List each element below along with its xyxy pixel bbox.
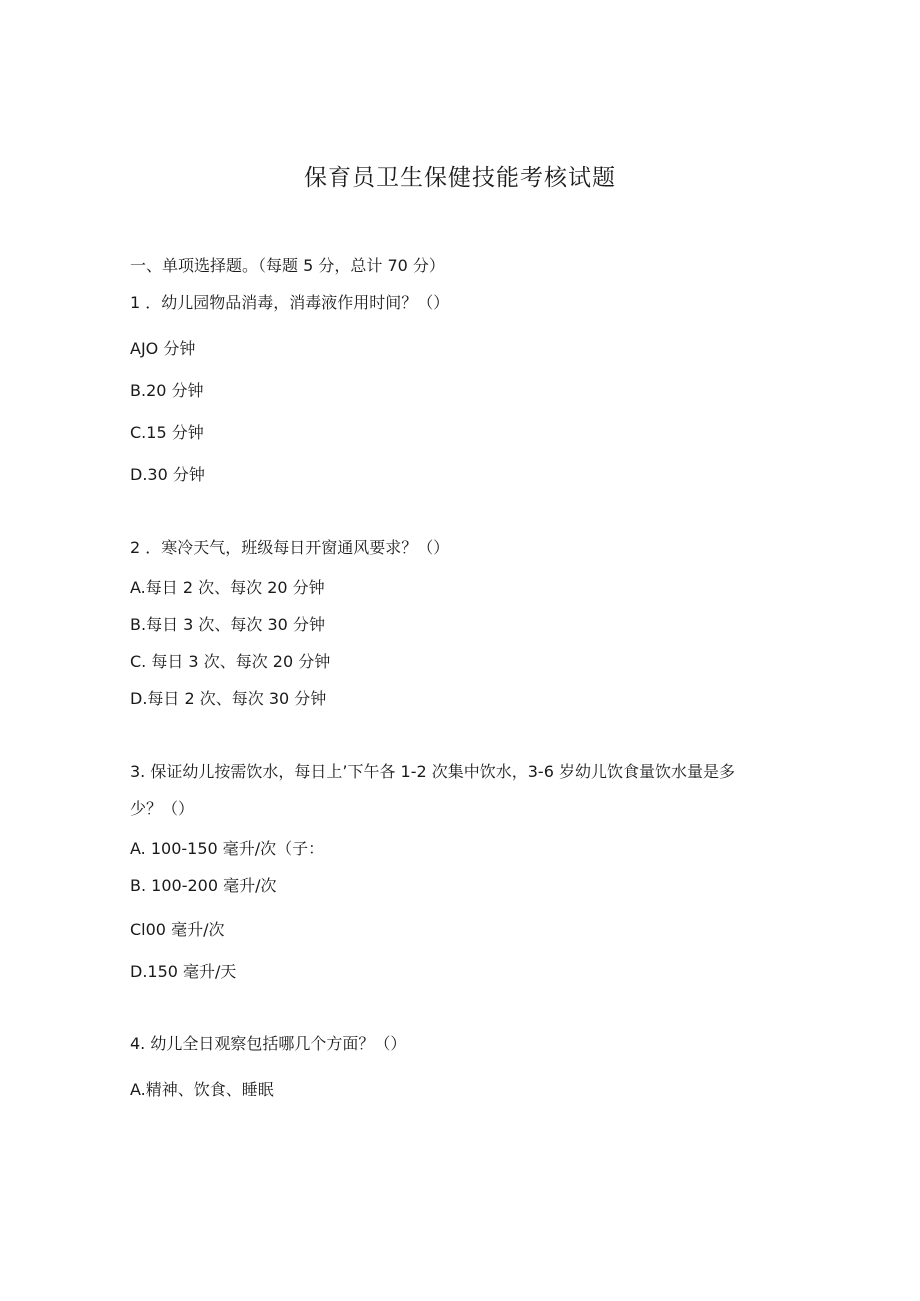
question-2-option-d: D.每日 2 次、每次 30 分钟 — [130, 689, 327, 708]
question-3-option-c: Cl00 毫升/次 — [130, 920, 225, 939]
question-1-option-a: AJO 分钟 — [130, 339, 196, 358]
question-1-stem: 1 ．幼儿园物品消毒，消毒液作用时间？（） — [130, 293, 450, 312]
question-1-option-b: B.20 分钟 — [130, 381, 204, 400]
question-2-option-b: B.每日 3 次、每次 30 分钟 — [130, 615, 325, 634]
question-2-stem: 2 ．寒冷天气，班级每日开窗通风要求？（） — [130, 538, 450, 557]
question-4-option-a: A.精神、饮食、睡眠 — [130, 1080, 274, 1099]
question-4-stem: 4. 幼儿全日观察包括哪几个方面？（） — [130, 1034, 407, 1053]
question-3-option-a: A. 100-150 毫升/次（子： — [130, 839, 325, 858]
question-3-option-d: D.150 毫升/天 — [130, 962, 237, 981]
question-3-stem-line-1: 3. 保证幼儿按需饮水，每日上’下午各 1-2 次集中饮水，3-6 岁幼儿饮食量饮水量是多 — [130, 762, 735, 781]
question-3-stem-line-2: 少？（） — [130, 799, 195, 818]
question-2-option-a: A.每日 2 次、每次 20 分钟 — [130, 578, 325, 597]
section-heading: 一、单项选择题。（每题 5 分，总计 70 分） — [130, 256, 445, 275]
document-title: 保育员卫生保健技能考核试题 — [304, 165, 616, 191]
question-3-option-b: B. 100-200 毫升/次 — [130, 876, 277, 895]
question-1-option-d: D.30 分钟 — [130, 465, 205, 484]
question-2-option-c: C. 每日 3 次、每次 20 分钟 — [130, 652, 331, 671]
question-1-option-c: C.15 分钟 — [130, 423, 204, 442]
